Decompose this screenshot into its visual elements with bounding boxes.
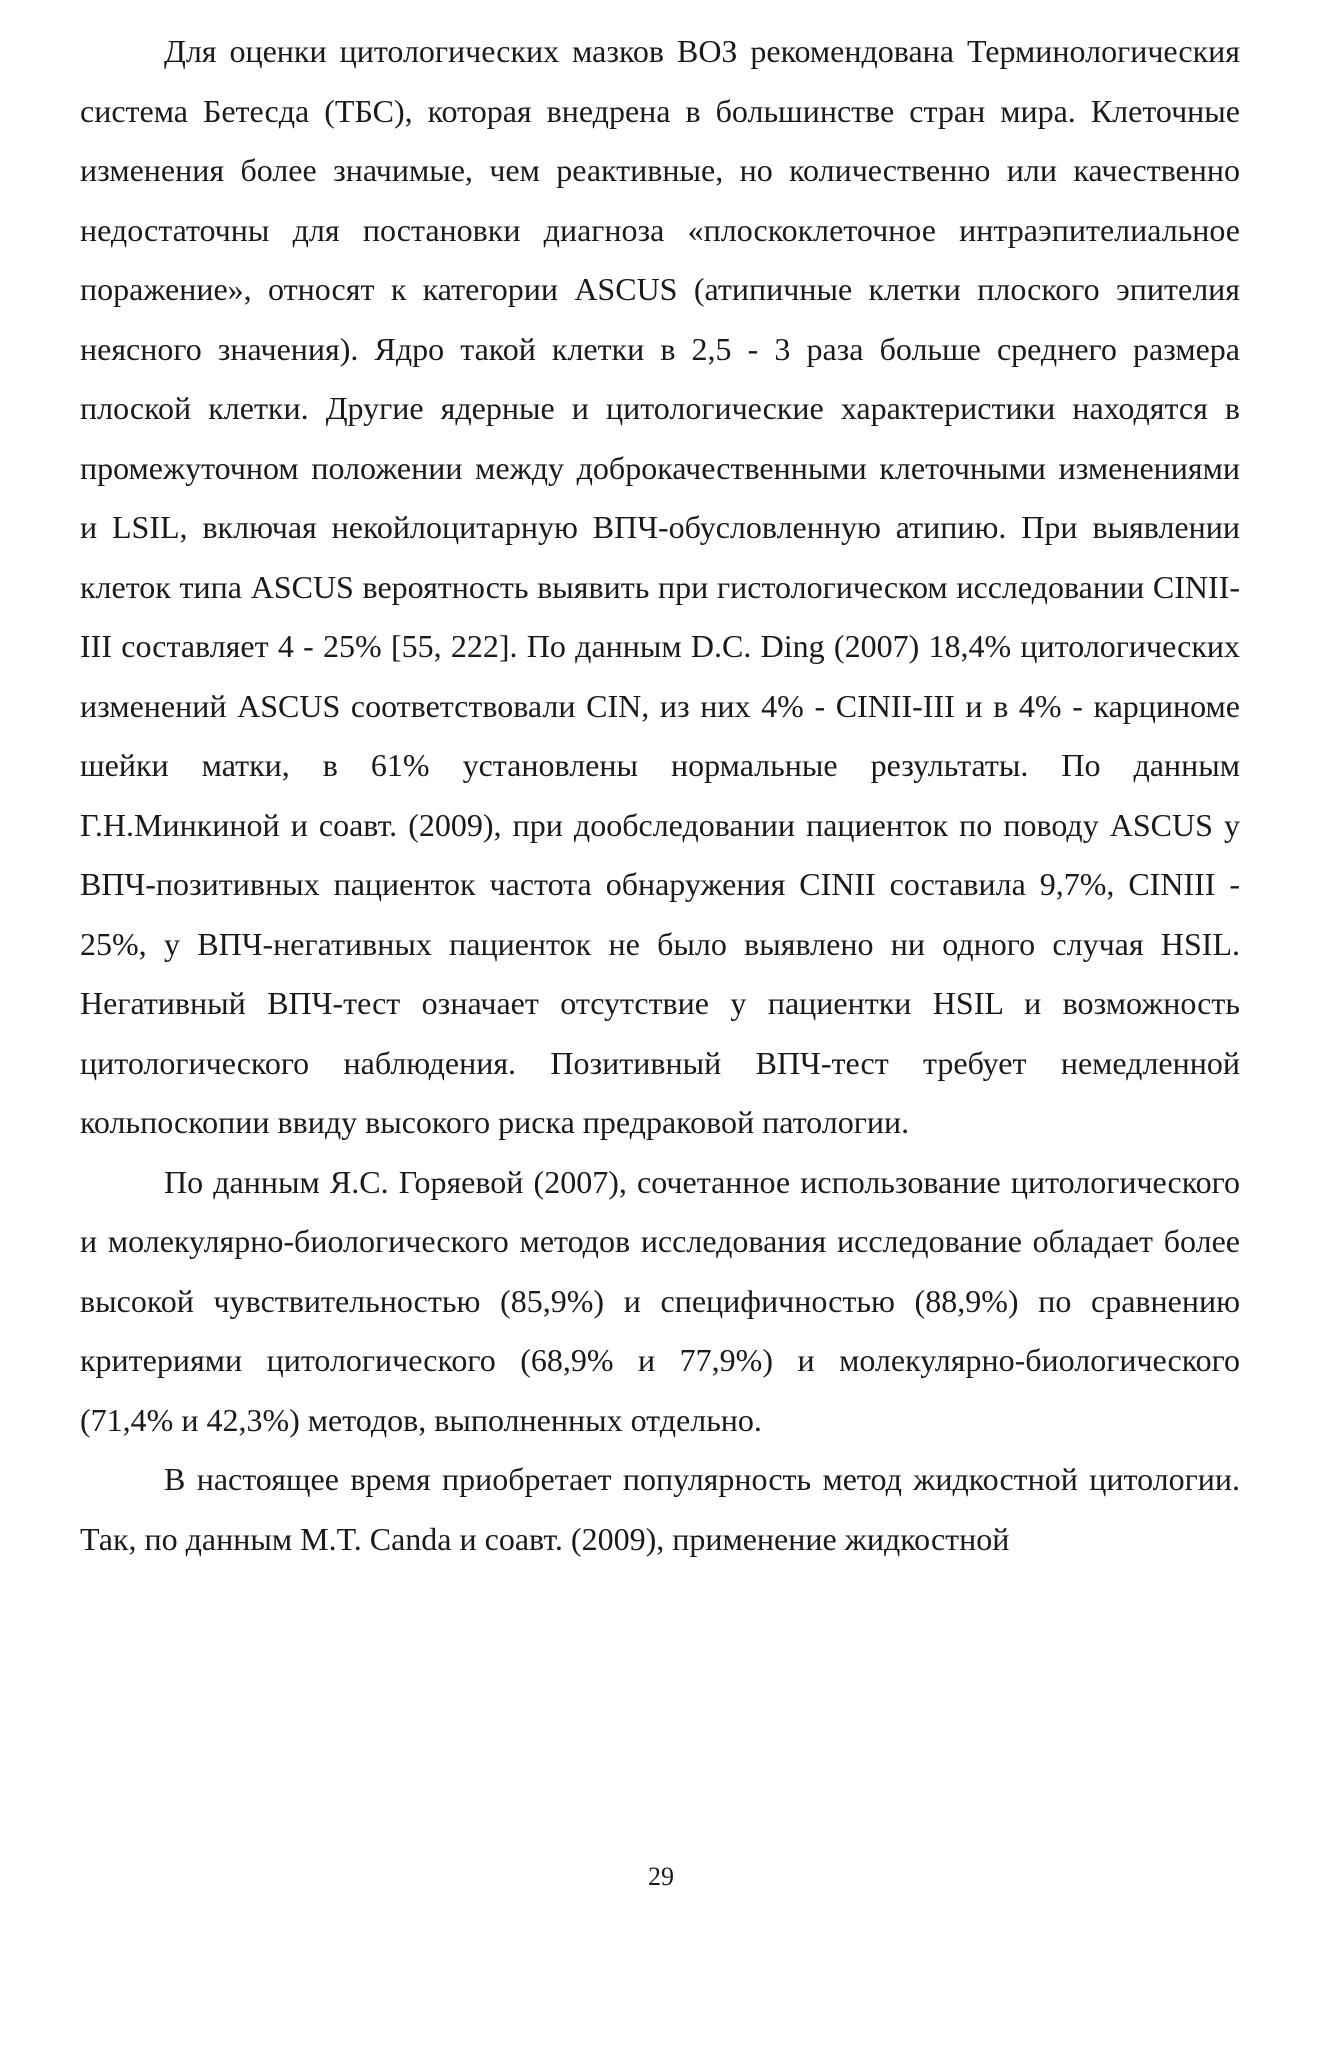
page-number: 29	[648, 1862, 674, 1891]
paragraph-2: По данным Я.С. Горяевой (2007), сочетанное использование цитологического и молекулярно-биологического методов исследования исследование обладает более высокой чувствительностью (85,9%) и специфичностью (88,9%) по сравнению критериями цитологического (68,9% и 77,9%) и молекулярно-биологического (71,4% и 42,3%) методов, выполненных отдельно.	[80, 1163, 1240, 1438]
paragraph-3: В настоящее время приобретает популярность метод жидкостной цитологии. Так, по данным M.T. Canda и соавт. (2009), применение жидкостной	[80, 1461, 1240, 1557]
body-text	[80, 22, 1240, 1569]
paragraph-1: Для оценки цитологических мазков ВОЗ рекомендована Терминологическия система Бетесда (ТБС), которая внедрена в большинстве стран мира. Клеточные изменения более значимые, чем реактивные, но количественно или качественно недостаточны для постановки диагноза «плоскоклеточное интраэпителиальное поражение», относят к категории ASCUS (атипичные клетки плоского эпителия неясного значения). Ядро такой клетки в 2,5 - 3 раза больше среднего размера плоской клетки. Другие ядерные и цитологические характеристики находятся в промежуточном положении между доброкачественными клеточными изменениями и LSIL, включая некойлоцитарную ВПЧ-обусловленную атипию. При выявлении клеток типа ASCUS вероятность выявить при гистологическом исследовании CINII-III составляет 4 - 25% [55, 222]. По данным D.C. Ding (2007) 18,4% цитологических изменений ASCUS соответствовали CIN, из них 4% - CINII-III и в 4% - карциноме шейки матки, в 61% установлены нормальные результаты. По данным Г.Н.Минкиной и соавт. (2009), при дообследовании пациенток по поводу ASCUS у ВПЧ-позитивных пациенток частота обнаружения CINII составила 9,7%, CINIII - 25%, у ВПЧ-негативных пациенток не было выявлено ни одного случая HSIL. Негативный ВПЧ-тест означает отсутствие у пациентки HSIL и возможность цитологического наблюдения. Позитивный ВПЧ-тест требует немедленной кольпоскопии ввиду высокого риска предраковой патологии.	[80, 33, 1240, 1140]
